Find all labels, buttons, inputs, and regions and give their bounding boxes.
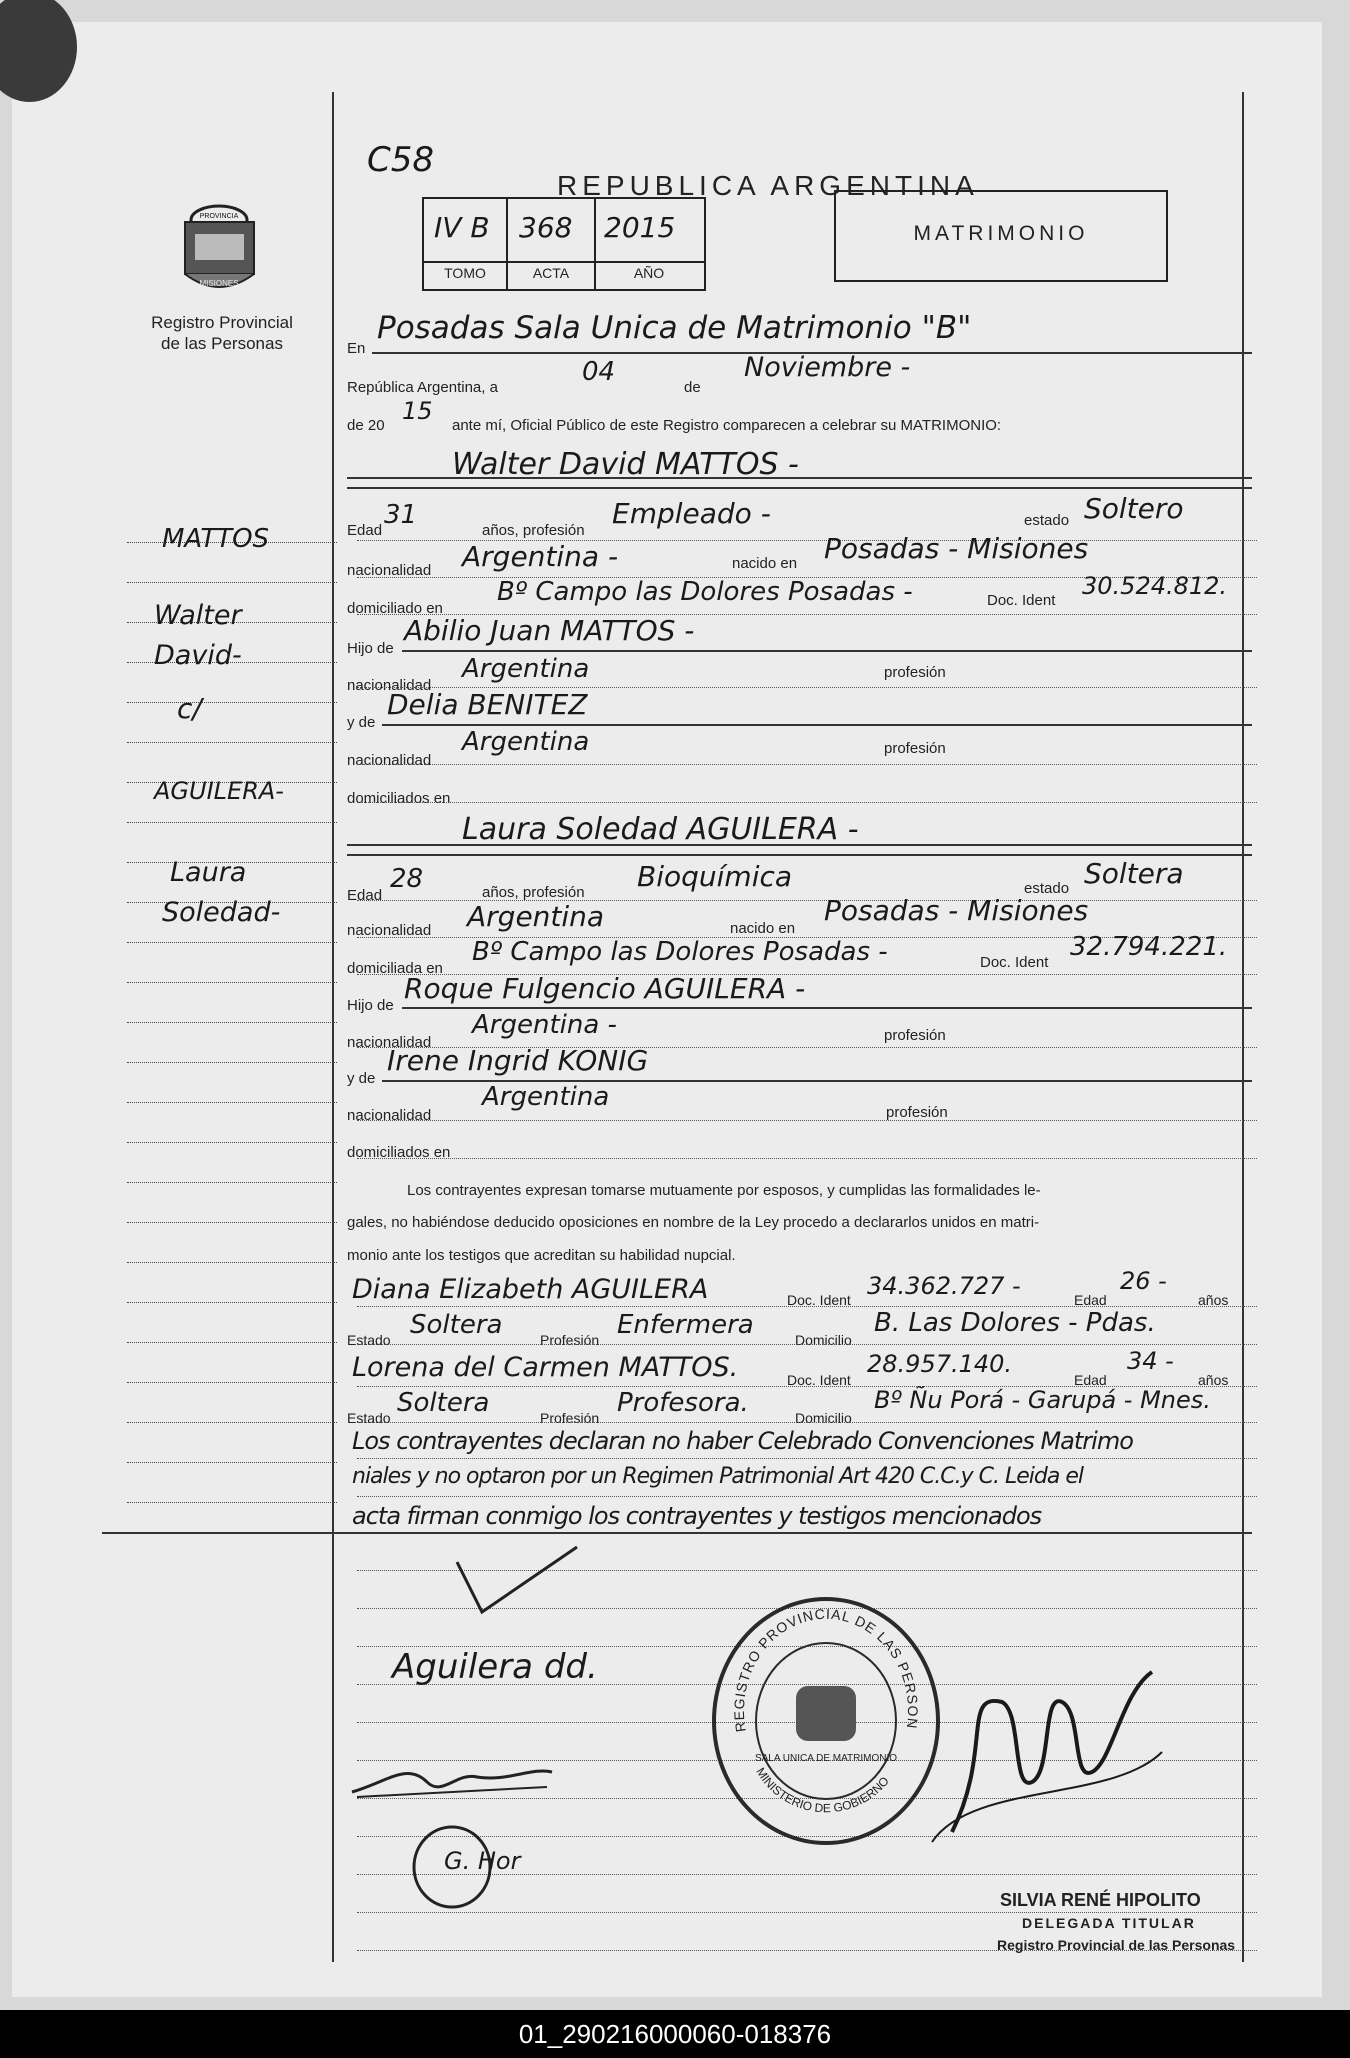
witness1-name: Diana Elizabeth AGUILERA bbox=[352, 1274, 709, 1305]
witness1-doc: 34.362.727 - bbox=[867, 1272, 1021, 1300]
tomo-value: IV B bbox=[434, 211, 490, 244]
margin-rule bbox=[127, 1342, 337, 1343]
seal-outer-text: REGISTRO PROVINCIAL DE LAS PERSON bbox=[730, 1605, 922, 1734]
groom-father-nationality: Argentina bbox=[462, 654, 590, 684]
bride-father: Roque Fulgencio AGUILERA - bbox=[404, 972, 806, 1005]
official-seal bbox=[712, 1597, 940, 1845]
groom-doc-label: Doc. Ident bbox=[987, 592, 1056, 609]
groom-birthplace: Posadas - Misiones bbox=[824, 532, 1089, 565]
witness1-edad-label: Edad bbox=[1074, 1292, 1107, 1308]
witness2-anos-label: años bbox=[1198, 1372, 1229, 1388]
form-sheet bbox=[12, 22, 1322, 1997]
margin-rule bbox=[127, 1062, 337, 1063]
groom-edad-label: Edad bbox=[347, 522, 383, 539]
registry-line2: de las Personas bbox=[161, 334, 283, 353]
groom-yde-label: y de bbox=[347, 714, 376, 731]
groom-address: Bº Campo las Dolores Posadas - bbox=[497, 577, 913, 607]
bride-nac-label: nacionalidad bbox=[347, 922, 432, 939]
right-border-line bbox=[1242, 92, 1244, 1962]
margin-rule bbox=[127, 1182, 337, 1183]
groom-hijo-label: Hijo de bbox=[347, 640, 394, 657]
bride-doc-label: Doc. Ident bbox=[980, 954, 1049, 971]
bride-mother: Irene Ingrid KONIG bbox=[387, 1044, 649, 1077]
bride-father-nationality: Argentina - bbox=[472, 1010, 617, 1040]
official-name: SILVIA RENÉ HIPOLITO bbox=[1000, 1890, 1201, 1910]
margin-note: AGUILERA- bbox=[154, 777, 284, 805]
bride-mother-nac-label: nacionalidad bbox=[347, 1107, 432, 1124]
official-office: Registro Provincial de las Personas bbox=[997, 1937, 1236, 1953]
groom-anos-label: años, profesión bbox=[482, 522, 585, 539]
volume-label-rule bbox=[424, 261, 704, 263]
margin-rule bbox=[127, 982, 337, 983]
margin-rule bbox=[127, 1102, 337, 1103]
witness1-profession: Enfermera bbox=[617, 1310, 754, 1340]
footer-id-bar bbox=[0, 2010, 1350, 2058]
bride-estado-label: estado bbox=[1024, 880, 1070, 897]
margin-rule bbox=[127, 1022, 337, 1023]
footer-id: 01_290216000060-018376 bbox=[518, 2019, 832, 2049]
bride-hijo-label: Hijo de bbox=[347, 997, 394, 1014]
bride-profession: Bioquímica bbox=[637, 860, 793, 893]
witness1-address: B. Las Dolores - Pdas. bbox=[874, 1308, 1156, 1338]
witness2-estado-label: Estado bbox=[347, 1410, 391, 1426]
witness2-edad-label: Edad bbox=[1074, 1372, 1107, 1388]
groom-father-rule bbox=[402, 650, 1252, 652]
witness1-status: Soltera bbox=[410, 1310, 503, 1340]
bride-father-nac-label: nacionalidad bbox=[347, 1034, 432, 1051]
bride-mother-nationality: Argentina bbox=[482, 1082, 610, 1112]
groom-nacido-label: nacido en bbox=[732, 555, 798, 572]
witness2-domicilio-label: Domicilio bbox=[795, 1410, 852, 1426]
groom-mother-prof-label: profesión bbox=[884, 740, 946, 757]
seal-bottom-text: MINISTERIO DE GOBIERNO bbox=[753, 1765, 892, 1816]
margin-rule bbox=[127, 1462, 337, 1463]
bride-edad-label: Edad bbox=[347, 887, 383, 904]
margin-rule bbox=[127, 1382, 337, 1383]
margin-rule bbox=[127, 582, 337, 583]
margin-note: David- bbox=[154, 640, 242, 671]
seal-inner-text: SALA UNICA DE MATRIMONIO bbox=[754, 1753, 898, 1764]
logo-bottom-text: MISIONES bbox=[199, 279, 239, 288]
witness1-estado-label: Estado bbox=[347, 1332, 391, 1348]
notes-rule bbox=[357, 1496, 1257, 1497]
margin-note: Laura bbox=[170, 857, 247, 888]
bride-mother-prof-label: profesión bbox=[886, 1104, 948, 1121]
witness1-rule bbox=[357, 1344, 1257, 1345]
blank-rule bbox=[357, 1912, 1257, 1913]
signature-bride: Aguilera dd. bbox=[392, 1647, 598, 1687]
groom-mother-rule bbox=[382, 724, 1252, 726]
groom-mother: Delia BENITEZ bbox=[387, 688, 588, 721]
volume-box bbox=[422, 197, 706, 291]
witness1-age: 26 - bbox=[1120, 1267, 1167, 1295]
bride-row-rule bbox=[357, 1158, 1257, 1159]
witness2-doc: 28.957.140. bbox=[867, 1350, 1013, 1378]
acta-label: ACTA bbox=[532, 265, 570, 281]
signature-witness: G. Hor bbox=[444, 1847, 521, 1875]
groom-domiciliados-label: domiciliados en bbox=[347, 790, 451, 807]
witness1-anos-label: años bbox=[1198, 1292, 1229, 1308]
groom-name-rule bbox=[347, 477, 1252, 479]
tomo-label: TOMO bbox=[444, 265, 486, 281]
groom-mother-nac-label: nacionalidad bbox=[347, 752, 432, 769]
closing-rule bbox=[102, 1532, 1252, 1534]
note-line2: niales y no optaron por un Regimen Patrimonial Art 420 C.C.y C. Leida el bbox=[352, 1464, 1083, 1489]
witness2-name: Lorena del Carmen MATTOS. bbox=[352, 1352, 739, 1383]
witness2-profession: Profesora. bbox=[617, 1388, 749, 1418]
margin-rule bbox=[127, 1262, 337, 1263]
margin-line bbox=[332, 92, 334, 1962]
witness1-rule bbox=[357, 1306, 1257, 1307]
republica-label: República Argentina, a bbox=[347, 379, 498, 396]
bride-doc-number: 32.794.221. bbox=[1070, 932, 1228, 962]
groom-doc-number: 30.524.812. bbox=[1082, 572, 1228, 600]
note-line1: Los contrayentes declaran no haber Celebrado Convenciones Matrimo bbox=[352, 1427, 1133, 1455]
groom-age: 31 bbox=[384, 500, 418, 530]
groom-mother-nationality: Argentina bbox=[462, 727, 590, 757]
bride-age: 28 bbox=[390, 864, 424, 894]
groom-father: Abilio Juan MATTOS - bbox=[404, 614, 695, 647]
bride-yde-label: y de bbox=[347, 1070, 376, 1087]
acta-value: 368 bbox=[519, 211, 573, 244]
margin-rule bbox=[127, 1502, 337, 1503]
intro-text: ante mí, Oficial Público de este Registro comparecen a celebrar su MATRIMONIO: bbox=[452, 417, 1002, 434]
bride-nacido-label: nacido en bbox=[730, 920, 796, 937]
de20-label: de 20 bbox=[347, 417, 385, 434]
ceremony-year: 15 bbox=[402, 397, 433, 425]
margin-note: Walter bbox=[154, 600, 242, 631]
bride-father-rule bbox=[402, 1007, 1252, 1009]
bride-birthplace: Posadas - Misiones bbox=[824, 894, 1089, 927]
groom-nationality: Argentina - bbox=[462, 540, 619, 573]
official-role: DELEGADA TITULAR bbox=[1022, 1915, 1196, 1931]
margin-rule bbox=[127, 742, 337, 743]
margin-rule bbox=[127, 702, 337, 703]
doc-type: MATRIMONIO bbox=[913, 222, 1089, 245]
bride-row-rule bbox=[357, 1120, 1257, 1121]
groom-dom-label: domiciliado en bbox=[347, 600, 443, 617]
check-mark-icon bbox=[452, 1542, 582, 1622]
groom-nac-label: nacionalidad bbox=[347, 562, 432, 579]
notes-rule bbox=[357, 1458, 1257, 1459]
anio-label: AÑO bbox=[633, 265, 665, 281]
groom-father-nac-label: nacionalidad bbox=[347, 677, 432, 694]
bride-nationality: Argentina bbox=[467, 900, 605, 933]
margin-note: Soledad- bbox=[162, 897, 281, 928]
witness1-domicilio-label: Domicilio bbox=[795, 1332, 852, 1348]
groom-name-rule bbox=[347, 487, 1252, 489]
binding-shadow bbox=[0, 0, 77, 102]
folio-number: C58 bbox=[367, 140, 435, 180]
groom-row-rule bbox=[357, 802, 1257, 803]
groom-name: Walter David MATTOS - bbox=[452, 447, 799, 482]
registry-name bbox=[122, 312, 322, 354]
bride-name-rule bbox=[347, 854, 1252, 856]
witness2-status: Soltera bbox=[397, 1388, 490, 1418]
country-title: REPUBLICA ARGENTINA bbox=[557, 170, 979, 201]
margin-rule bbox=[127, 1422, 337, 1423]
anio-value: 2015 bbox=[604, 211, 676, 244]
registry-line1: Registro Provincial bbox=[151, 313, 293, 332]
witness1-doc-label: Doc. Ident bbox=[787, 1292, 851, 1308]
bride-father-prof-label: profesión bbox=[884, 1027, 946, 1044]
declaration-line1: Los contrayentes expresan tomarse mutuamente por esposos, y cumplidas las formalidades le- bbox=[407, 1182, 1041, 1199]
margin-note: MATTOS bbox=[162, 524, 270, 554]
ceremony-place: Posadas Sala Unica de Matrimonio "B" bbox=[377, 310, 972, 346]
witness1-prof-label: Profesión bbox=[540, 1332, 600, 1348]
bride-name: Laura Soledad AGUILERA - bbox=[462, 812, 859, 847]
bride-address: Bº Campo las Dolores Posadas - bbox=[472, 937, 888, 967]
witness2-doc-label: Doc. Ident bbox=[787, 1372, 851, 1388]
official-signature bbox=[912, 1632, 1172, 1852]
groom-father-prof-label: profesión bbox=[884, 664, 946, 681]
witness2-address: Bº Ñu Porá - Garupá - Mnes. bbox=[874, 1386, 1211, 1414]
margin-rule bbox=[127, 822, 337, 823]
witness2-prof-label: Profesión bbox=[540, 1410, 600, 1426]
de-label: de bbox=[684, 379, 701, 396]
margin-rule bbox=[127, 942, 337, 943]
doc-type-box bbox=[834, 190, 1168, 282]
bride-name-rule bbox=[347, 844, 1252, 846]
groom-profession: Empleado - bbox=[612, 497, 771, 530]
margin-note: c/ bbox=[177, 692, 202, 725]
margin-rule bbox=[127, 1142, 337, 1143]
witness2-rule bbox=[357, 1422, 1257, 1423]
margin-rule bbox=[127, 1302, 337, 1303]
en-label: En bbox=[347, 340, 366, 357]
bride-domiciliados-label: domiciliados en bbox=[347, 1144, 451, 1161]
province-logo bbox=[177, 200, 262, 300]
note-line3: acta firman conmigo los contrayentes y testigos mencionados bbox=[352, 1502, 1042, 1530]
groom-estado-label: estado bbox=[1024, 512, 1070, 529]
signature-groom bbox=[347, 1752, 557, 1812]
groom-row-rule bbox=[357, 764, 1257, 765]
margin-rule bbox=[127, 1222, 337, 1223]
declaration-line3: monio ante los testigos que acreditan su habilidad nupcial. bbox=[347, 1247, 736, 1264]
logo-top-text: PROVINCIA bbox=[199, 213, 239, 220]
ceremony-month: Noviembre - bbox=[744, 352, 911, 383]
declaration-line2: gales, no habiéndose deducido oposiciones en nombre de la Ley procedo a declararlos unidos en matri- bbox=[347, 1214, 1040, 1231]
witness2-age: 34 - bbox=[1127, 1347, 1174, 1375]
bride-civil-status: Soltera bbox=[1084, 857, 1184, 890]
bride-dom-label: domiciliada en bbox=[347, 960, 443, 977]
groom-civil-status: Soltero bbox=[1084, 492, 1184, 525]
ceremony-day: 04 bbox=[582, 357, 616, 387]
bride-anos-label: años, profesión bbox=[482, 884, 585, 901]
